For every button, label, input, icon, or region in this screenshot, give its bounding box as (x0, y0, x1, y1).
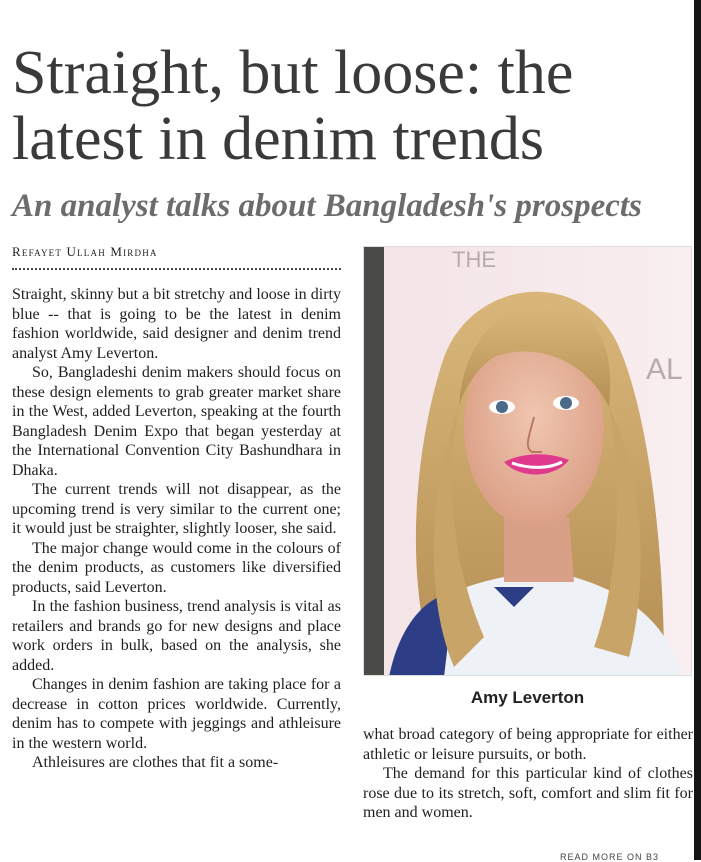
paragraph: what broad category of being appropriate for either athletic or leisure pursuits, or both. (363, 726, 693, 763)
backdrop-text: AL (646, 353, 683, 386)
byline: Refayet Ullah Mirdha (12, 244, 158, 259)
byline-divider (12, 268, 341, 270)
article-column-right (363, 725, 693, 823)
paragraph: In the fashion business, trend analysis is vital as retailers and brands go for new designs and place work orders in bulk, based on the analysis, she added. (12, 598, 341, 674)
photo-caption: Amy Leverton (470, 688, 585, 707)
paragraph: Changes in denim fashion are taking place for a decrease in cotton prices worldwide. Currently, denim has to compete with jeggings and athleisure in the western world. (12, 676, 341, 752)
portrait-photo (363, 246, 692, 676)
headline: Straight, but loose: the latest in denim trends (12, 39, 574, 173)
paragraph: Straight, skinny but a bit stretchy and loose in dirty blue -- that is going to be the latest in denim fashion worldwide, said designer and denim trend analyst Amy Leverton. (12, 286, 341, 362)
jump-line: READ MORE ON B3 (560, 852, 660, 862)
paragraph: So, Bangladeshi denim makers should focus on these design elements to grab greater market share in the West, added Leverton, speaking at the fourth Bangladesh Denim Expo that began yesterday at the International Convention City Bashundhara in Dhaka. (12, 364, 341, 479)
paragraph: The current trends will not disappear, as the upcoming trend is very similar to the current one; it would just be straighter, slightly looser, she said. (12, 481, 341, 537)
article-column-left (12, 285, 341, 860)
paragraph: The major change would come in the colours of the denim products, as customers like diversified products, said Leverton. (12, 539, 341, 596)
backdrop-text: THE (452, 247, 496, 272)
paragraph: The demand for this particular kind of clothes rose due to its stretch, soft, comfort and slim fit for men and women. (363, 765, 693, 821)
paragraph: Athleisures are clothes that fit a some- (32, 754, 279, 771)
subhead: An analyst talks about Bangladesh's prospects (12, 188, 642, 224)
